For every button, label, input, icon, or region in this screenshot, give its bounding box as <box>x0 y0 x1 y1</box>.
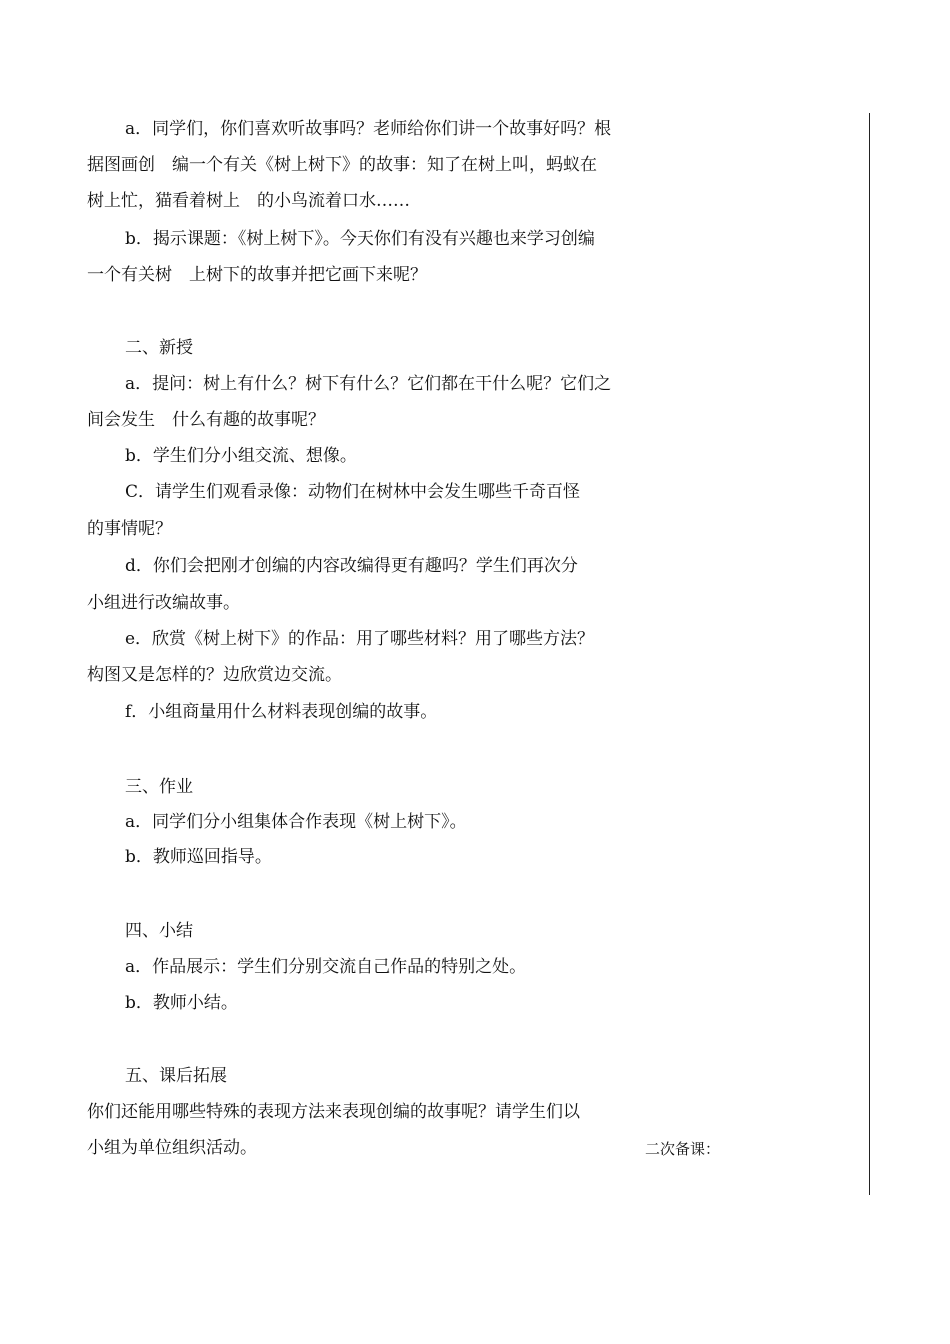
intro-b-line-1: b．揭示课题：《树上树下》。今天你们有没有兴趣也来学习创编 <box>125 229 595 249</box>
second-prep-label: 二次备课： <box>645 1140 721 1158</box>
intro-a-line-3: 树上忙，猫看着树上 的小鸟流着口水…… <box>87 191 410 211</box>
section-2-heading: 二、新授 <box>125 338 193 358</box>
section-3-b-line-1: b．教师巡回指导。 <box>125 847 272 867</box>
section-2-f-line-1: f．小组商量用什么材料表现创编的故事。 <box>125 702 438 722</box>
intro-a-line-1: a．同学们，你们喜欢听故事吗？老师给你们讲一个故事好吗？根 <box>125 119 612 139</box>
section-2-c-line-1: C．请学生们观看录像：动物们在树林中会发生哪些千奇百怪 <box>125 482 581 502</box>
section-4-b-line-1: b．教师小结。 <box>125 993 238 1013</box>
section-3-heading: 三、作业 <box>125 777 193 797</box>
intro-b-line-2: 一个有关树 上树下的故事并把它画下来呢？ <box>87 265 427 285</box>
section-2-c-line-2: 的事情呢？ <box>87 519 172 539</box>
section-2-e-line-1: e．欣赏《树上树下》的作品：用了哪些材料？用了哪些方法？ <box>125 629 595 649</box>
section-2-e-line-2: 构图又是怎样的？边欣赏边交流。 <box>87 665 342 685</box>
section-2-d-line-1: d．你们会把刚才创编的内容改编得更有趣吗？学生们再次分 <box>125 556 578 576</box>
section-4-heading: 四、小结 <box>125 921 193 941</box>
section-2-d-line-2: 小组进行改编故事。 <box>87 593 240 613</box>
margin-divider-line <box>869 113 870 1195</box>
section-3-a-line-1: a．同学们分小组集体合作表现《树上树下》。 <box>125 812 467 832</box>
section-2-b-line-1: b．学生们分小组交流、想像。 <box>125 446 357 466</box>
section-5-heading: 五、课后拓展 <box>125 1066 227 1086</box>
section-5-line-2: 小组为单位组织活动。 <box>87 1138 257 1158</box>
section-2-a-line-2: 间会发生 什么有趣的故事呢？ <box>87 410 325 430</box>
section-2-a-line-1: a．提问：树上有什么？树下有什么？它们都在干什么呢？它们之 <box>125 374 612 394</box>
section-5-line-1: 你们还能用哪些特殊的表现方法来表现创编的故事呢？请学生们以 <box>87 1102 580 1122</box>
intro-a-line-2: 据图画创 编一个有关《树上树下》的故事：知了在树上叫，蚂蚁在 <box>87 155 597 175</box>
section-4-a-line-1: a．作品展示：学生们分别交流自己作品的特别之处。 <box>125 957 527 977</box>
